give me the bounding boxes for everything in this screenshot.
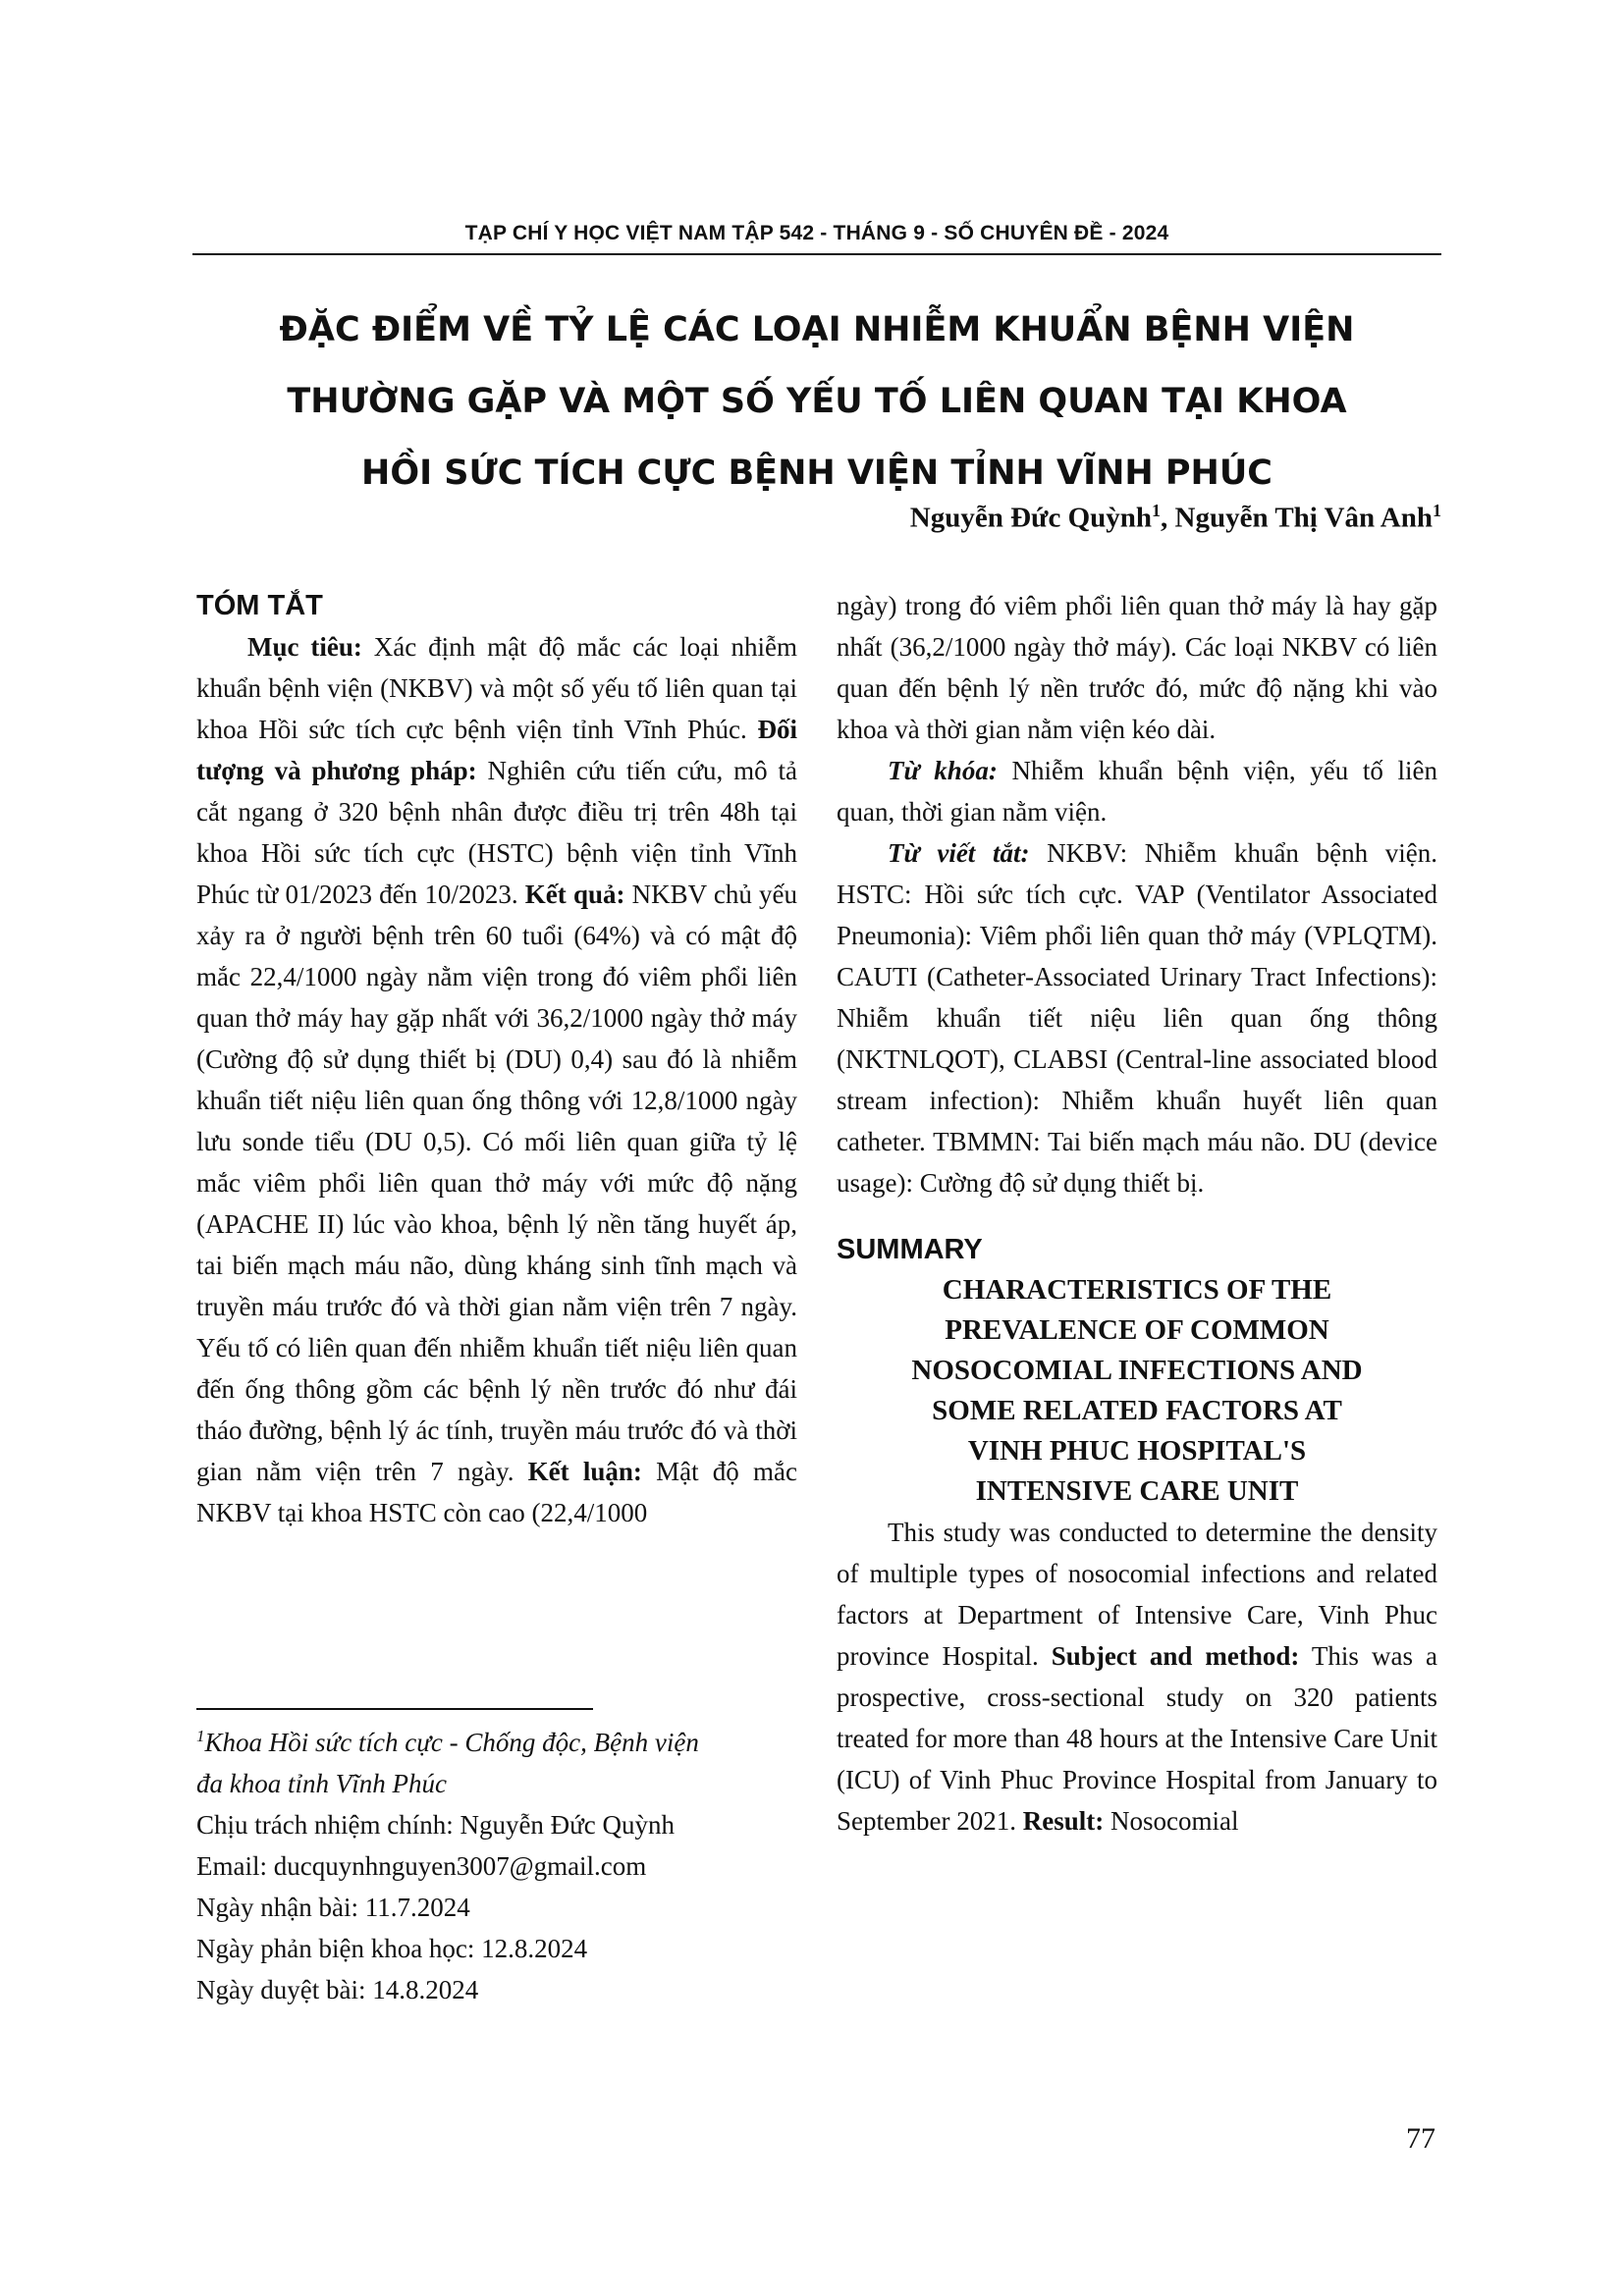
summary-paragraph <box>837 1512 1437 1842</box>
english-title-line: NOSOCOMIAL INFECTIONS AND <box>911 1355 1363 1386</box>
title-line: ĐẶC ĐIỂM VỀ TỶ LỆ CÁC LOẠI NHIỄM KHUẨN BỆNH VIỆN <box>279 310 1355 349</box>
result-label-en: Result: <box>1022 1806 1105 1836</box>
objective-text: Xác định mật độ mắc các loại nhiễm khuẩn bệnh viện (NKBV) và một số yếu tố liên quan tại khoa Hồi sức tích cực bệnh viện tỉnh Vĩnh Phúc. <box>196 632 798 744</box>
left-column <box>196 585 797 1533</box>
objective-label: Mục tiêu: <box>247 632 362 662</box>
abbreviations-paragraph <box>837 832 1437 1203</box>
english-title <box>837 1270 1437 1512</box>
affiliation-note: $^1$Khoa Hồi sức tích cực - Chống độc, Bệnh viện <box>196 1727 699 1757</box>
affiliation-marker: 1 <box>196 1727 205 1745</box>
abstract-continuation: ngày) trong đó viêm phổi liên quan thở máy là hay gặp nhất (36,2/1000 ngày thở máy). Các loại NKBV có liên quan đến bệnh lý nền trước đó, mức độ nặng khi vào khoa và thời gian nằm viện kéo dài. <box>837 591 1437 744</box>
result-text: NKBV chủ yếu xảy ra ở người bệnh trên 60 tuổi (64%) và có mật độ mắc 22,4/1000 ngày nằm viện trong đó viêm phổi liên quan thở máy hay gặp nhất với 36,2/1000 ngày thở máy (Cường độ sử dụng thiết bị (DU) 0,4) sau đó là nhiễm khuẩn tiết niệu liên quan ống thông với 12,8/1000 ngày lưu sonde tiểu (DU 0,5). Có mối liên quan giữa tỷ lệ mắc viêm phổi liên quan thở máy với mức độ nặng (APACHE II) lúc vào khoa, bệnh lý nền tăng huyết áp, tai biến mạch máu não, dùng kháng sinh tĩnh mạch và truyền máu trước đó và thời gian nằm viện trên 7 ngày. Yếu tố có liên quan đến nhiễm khuẩn tiết niệu liên quan đến ống thông gồm các bệnh lý nền trước đó như đái tháo đường, bệnh lý ác tính, truyền máu trước đó và thời gian nằm viện trên 7 ngày. <box>196 880 798 1486</box>
footnote-rule <box>196 1708 593 1710</box>
keywords-text: Nhiễm khuẩn bệnh viện, yếu tố liên quan, thời gian nằm viện. <box>837 756 1437 827</box>
accepted-date: Ngày duyệt bài: 14.8.2024 <box>196 1975 479 2004</box>
affiliation-marker: 1 <box>1433 501 1441 520</box>
reviewed-date: Ngày phản biện khoa học: 12.8.2024 <box>196 1934 588 1963</box>
footnotes <box>196 1716 797 2010</box>
method-label: Đối tượng và phương pháp: <box>196 715 797 785</box>
right-column <box>837 585 1437 1842</box>
english-title-line: VINH PHUC HOSPITAL'S <box>967 1435 1307 1467</box>
author-separator: , <box>1161 502 1175 534</box>
abbreviations-label: Từ viết tắt: <box>888 838 1030 868</box>
method-text: Nghiên cứu tiến cứu, mô tả cắt ngang ở 320 bệnh nhân được điều trị trên 48h tại khoa Hồi sức tích cực (HSTC) bệnh viện tỉnh Vĩnh Phúc từ 01/2023 đến 10/2023. <box>196 756 797 909</box>
keywords-paragraph <box>837 750 1437 832</box>
article-title <box>192 294 1441 509</box>
result-label: Kết quả: <box>524 880 625 909</box>
affiliation-note-cont: đa khoa tỉnh Vĩnh Phúc <box>196 1769 447 1798</box>
conclusion-label: Kết luận: <box>527 1457 642 1486</box>
abbreviations-text: NKBV: Nhiễm khuẩn bệnh viện. HSTC: Hồi sức tích cực. VAP (Ventilator Associated Pneumonia): Viêm phổi liên quan thở máy (VPLQTM). CAUTI (Catheter-Associated Urinary Tract Infections): Nhiễm khuẩn tiết niệu liên quan ống thông (NKTNLQOT), CLABSI (Central-line associated blood stream infection): Nhiễm khuẩn huyết liên quan catheter. TBMMN: Tai biến mạch máu não. DU (device usage): Cường độ sử dụng thiết bị. <box>837 838 1437 1198</box>
title-line: THƯỜNG GẶP VÀ MỘT SỐ YẾU TỐ LIÊN QUAN TẠI KHOA <box>287 382 1347 421</box>
author-name: Nguyễn Đức Quỳnh <box>909 502 1153 534</box>
english-title-line: PREVALENCE OF COMMON <box>945 1314 1329 1346</box>
affiliation-marker: 1 <box>1152 501 1162 520</box>
header-rule <box>192 253 1441 255</box>
english-title-line: SOME RELATED FACTORS AT <box>932 1395 1342 1426</box>
page-number: 77 <box>1406 2122 1435 2155</box>
summary-intro: This study was conducted to determine the density of multiple types of nosocomial infections and related factors at Department of Intensive Care, Vinh Phuc province Hospital. <box>837 1518 1437 1671</box>
result-text-en: Nosocomial <box>1104 1806 1239 1836</box>
summary-heading: SUMMARY <box>837 1234 983 1265</box>
subject-method-text: This was a prospective, cross-sectional study on 320 patients treated for more than 48 hours at the Intensive Care Unit (ICU) of Vinh Phuc Province Hospital from January to September 2021. <box>837 1641 1437 1836</box>
contact-email: Email: ducquynhnguyen3007@gmail.com <box>196 1851 647 1881</box>
subject-method-label: Subject and method: <box>1051 1641 1300 1671</box>
english-title-line: INTENSIVE CARE UNIT <box>975 1475 1299 1507</box>
abstract-heading: TÓM TẮT <box>196 590 323 621</box>
title-line: HỒI SỨC TÍCH CỰC BỆNH VIỆN TỈNH VĨNH PHÚC <box>361 454 1272 493</box>
english-title-line: CHARACTERISTICS OF THE <box>942 1274 1332 1306</box>
keywords-label: Từ khóa: <box>888 756 998 785</box>
received-date: Ngày nhận bài: 11.7.2024 <box>196 1893 470 1922</box>
author-list <box>910 501 1441 535</box>
running-head: TẠP CHÍ Y HỌC VIỆT NAM TẬP 542 - THÁNG 9 - SỐ CHUYÊN ĐỀ - 2024 <box>464 222 1169 244</box>
conclusion-text: Mật độ mắc NKBV tại khoa HSTC còn cao (22,4/1000 <box>196 1457 797 1527</box>
corresponding-author: Chịu trách nhiệm chính: Nguyễn Đức Quỳnh <box>196 1810 676 1840</box>
abstract-paragraph <box>196 626 797 1533</box>
author-name: Nguyễn Thị Vân Anh <box>1174 502 1433 534</box>
